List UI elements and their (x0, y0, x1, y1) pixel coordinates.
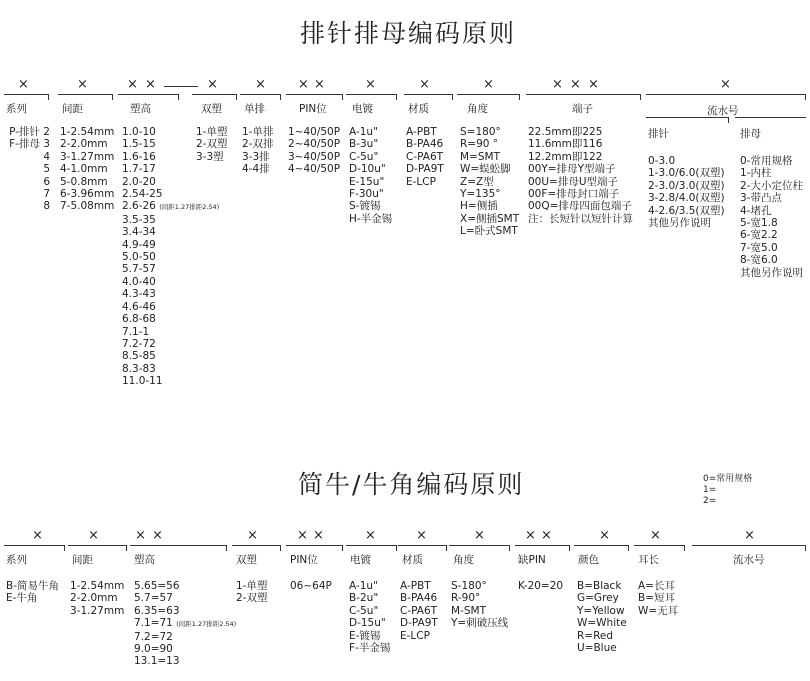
column-rule (280, 94, 281, 100)
list-item: B-PA46 (406, 138, 444, 151)
list-item: 6.35=63 (134, 604, 180, 617)
list-item: 2.0-20 (122, 175, 156, 188)
list-item: 6.8-68 (122, 313, 156, 326)
serial-pin-list (648, 155, 725, 229)
header-color: 颜色 (578, 554, 599, 566)
double-plastic-list (196, 126, 227, 163)
list-item: E-LCP (400, 629, 430, 642)
header-pin: PIN位 (290, 554, 318, 566)
side-note-line: 1= (703, 485, 717, 495)
column-rule (805, 545, 806, 551)
code-mark: × (314, 77, 325, 92)
code-mark: × (313, 528, 324, 543)
list-item: E-15u" (349, 175, 385, 188)
list-item: W=无耳 (638, 604, 679, 617)
column-rule (64, 545, 65, 551)
list-item (122, 200, 219, 213)
list-item: S-180° (451, 580, 487, 592)
list-item: 5-0.8mm (60, 175, 108, 188)
column-rule (192, 94, 236, 95)
list-item: 5.7=57 (134, 592, 173, 605)
code-mark: × (541, 528, 552, 543)
column-rule (118, 94, 178, 95)
column-rule (232, 545, 280, 546)
pitch-note: (间距1.27排距2.54) (159, 203, 220, 212)
list-item: 5-宽1.8 (740, 217, 778, 230)
column-rule (646, 94, 806, 95)
header-serial: 流水号 (707, 105, 739, 117)
list-item: 00F=排母封口端子 (528, 188, 620, 201)
code-mark: × (525, 528, 536, 543)
list-item: W=White (577, 617, 627, 630)
list-item: 7.2-72 (122, 337, 156, 350)
missing-pin-list (518, 580, 563, 592)
list-item: F-排母 3 (9, 138, 50, 151)
list-item: K-20=20 (518, 580, 564, 592)
list-item-value: 7.1=71 (134, 617, 173, 630)
column-rule (4, 94, 48, 95)
list-item: 0-常用规格 (740, 155, 793, 167)
code-mark: × (297, 528, 308, 543)
list-item: 6 (43, 175, 50, 188)
list-item: 7.2=72 (134, 630, 173, 643)
code-mark: × (365, 528, 376, 543)
list-item: 22.5mm即225 (528, 126, 603, 138)
list-item: 4-4排 (242, 163, 270, 176)
list-item: S=180° (460, 126, 501, 138)
code-mark: × (88, 528, 99, 543)
column-rule (684, 545, 685, 551)
code-mark: × (419, 77, 430, 92)
list-item: A-PBT (406, 126, 437, 138)
list-item: P-排针 2 (9, 126, 50, 138)
header-rows: 单排 (244, 103, 265, 115)
list-item: 1-2.54mm (60, 126, 115, 138)
code-mark: × (744, 528, 755, 543)
section2-title: 简牛/牛角编码原则 (298, 470, 525, 499)
list-item: 1-单塑 (196, 126, 228, 138)
ear-list (638, 580, 678, 617)
list-item: 5 (43, 163, 50, 176)
plating-list (349, 580, 390, 654)
list-item: 5.65=56 (134, 580, 180, 592)
list-item: 4.0-40 (122, 275, 156, 288)
side-note-line: 2= (703, 496, 717, 506)
list-item: U=Blue (577, 642, 617, 655)
angle-list (451, 580, 508, 630)
header-material: 材质 (408, 103, 429, 115)
list-item: E-牛角 (6, 592, 38, 605)
list-item: A=长耳 (638, 580, 675, 592)
list-item: D-15u" (349, 617, 386, 630)
pin-list (288, 126, 340, 176)
column-rule (692, 545, 806, 546)
header-angle: 角度 (467, 103, 488, 115)
list-item: X=侧插SMT (460, 212, 520, 225)
list-item: 0-3.0 (648, 155, 676, 167)
list-item: 7-5.08mm (60, 200, 115, 213)
list-item: 2-2.0mm (60, 138, 108, 151)
plastic-height-list (122, 126, 219, 388)
column-rule (628, 545, 629, 551)
plastic-height-list (134, 580, 236, 668)
list-item: 12.2mm即122 (528, 150, 603, 163)
column-rule (226, 545, 227, 551)
side-note-line: 0=常用规格 (703, 474, 753, 484)
code-dash (164, 86, 198, 87)
column-rule (68, 545, 126, 546)
list-item: 1-内柱 (740, 167, 772, 180)
code-mark: × (32, 528, 43, 543)
list-item: D-PA9T (406, 163, 444, 176)
code-mark: × (255, 77, 266, 92)
column-rule (342, 545, 343, 551)
code-mark: × (570, 77, 581, 92)
list-item: 2-双塑 (236, 592, 268, 605)
list-item: 13.1=13 (134, 655, 180, 668)
list-item: B=短耳 (638, 592, 676, 605)
list-item: 4.9-49 (122, 238, 156, 251)
list-item: C-5u" (349, 604, 379, 617)
header-plating: 电镀 (350, 554, 371, 566)
list-item: S-镀锡 (349, 200, 381, 213)
series-list (6, 580, 59, 605)
header-pitch: 间距 (62, 103, 83, 115)
list-item: 3-1.27mm (70, 604, 125, 617)
list-item: 3-3塑 (196, 150, 224, 163)
column-rule (515, 545, 569, 546)
list-item: 1-单塑 (236, 580, 268, 592)
list-item: 4-2.6/3.5(双塑) (648, 204, 725, 217)
list-item (134, 617, 236, 630)
list-item: B-2u" (349, 592, 379, 605)
column-rule (286, 94, 342, 95)
list-item: A-PBT (400, 580, 431, 592)
column-rule (574, 545, 628, 546)
column-rule (236, 94, 237, 100)
list-item: 3.4-34 (122, 226, 156, 239)
list-item: R=Red (577, 629, 614, 642)
list-item: M=SMT (460, 150, 500, 163)
color-list (577, 580, 627, 654)
list-item: Y=135° (460, 188, 501, 201)
column-rule (178, 94, 179, 100)
list-item: 2.54-25 (122, 188, 163, 201)
list-item: Z=Z型 (460, 175, 494, 188)
list-item: 2-双塑 (196, 138, 228, 151)
column-rule (805, 94, 806, 100)
list-item: 1-单排 (242, 126, 274, 138)
column-rule (126, 545, 127, 551)
list-item: 00Q=排母四面包端子 (528, 200, 632, 213)
code-mark: × (365, 77, 376, 92)
code-mark: × (720, 77, 731, 92)
header-plastic-height: 塑高 (130, 103, 151, 115)
code-mark: × (207, 77, 218, 92)
column-rule (396, 545, 397, 551)
code-mark: × (483, 77, 494, 92)
rows-list (242, 126, 273, 176)
column-rule (286, 545, 342, 546)
code-mark: × (152, 528, 163, 543)
list-item: 11.0-11 (122, 375, 163, 388)
list-item: 1.0-10 (122, 126, 156, 138)
list-item: 5.0-50 (122, 251, 156, 264)
list-item: 00Y=排母Y型端子 (528, 163, 616, 176)
code-mark: × (298, 77, 309, 92)
column-rule (240, 94, 280, 95)
list-item: 7 (43, 188, 50, 201)
column-rule (634, 545, 684, 546)
column-rule (404, 94, 452, 95)
list-item: G=Grey (577, 592, 619, 605)
code-mark: × (650, 528, 661, 543)
list-item: 2-2.0mm (70, 592, 118, 605)
code-mark: × (77, 77, 88, 92)
header-pin: PIN位 (299, 103, 327, 115)
list-item: 3-3排 (242, 150, 270, 163)
code-mark: × (247, 528, 258, 543)
terminal-list (528, 126, 633, 225)
list-item: D-10u" (349, 163, 386, 176)
code-mark: × (599, 528, 610, 543)
serial-female-list (740, 155, 803, 279)
header-plastic-height: 塑高 (134, 554, 155, 566)
list-item: 6-宽2.2 (740, 229, 778, 242)
list-item: 8 (43, 200, 50, 213)
list-item: 7-宽5.0 (740, 241, 778, 254)
header-series: 系列 (6, 554, 27, 566)
list-item: 4 (43, 150, 50, 163)
column-rule (640, 94, 641, 100)
list-item: 00U=排母U型端子 (528, 175, 619, 188)
material-list (406, 126, 444, 188)
list-item: 1-2.54mm (70, 580, 125, 592)
list-item: 7.1-1 (122, 325, 150, 338)
list-item: C-PA6T (400, 604, 438, 617)
column-rule (58, 94, 112, 95)
list-item: 注：长短针以短针计算 (528, 212, 633, 225)
header-serial-pin: 排针 (648, 128, 669, 140)
header-plating: 电镀 (352, 103, 373, 115)
list-item: 8.5-85 (122, 350, 156, 363)
header-series: 系列 (6, 103, 27, 115)
code-mark: × (588, 77, 599, 92)
list-item-value: 2.6-26 (122, 200, 156, 213)
list-item: H=侧插 (460, 200, 498, 213)
list-item: 3-1.27mm (60, 150, 115, 163)
header-terminal: 端子 (572, 103, 593, 115)
list-item: C-5u" (349, 150, 379, 163)
section1-title: 排针排母编码原则 (300, 19, 517, 48)
list-item: 3.5-35 (122, 213, 156, 226)
list-item: 2~40/50P (288, 138, 341, 151)
list-item: 2-双排 (242, 138, 274, 151)
column-rule (396, 94, 397, 100)
list-item: 6-3.96mm (60, 188, 115, 201)
column-rule (398, 545, 446, 546)
list-item: B-3u" (349, 138, 379, 151)
list-item: 1~40/50P (288, 126, 341, 138)
code-mark: × (127, 77, 138, 92)
list-item: 8.3-83 (122, 362, 156, 375)
list-item: B=Black (577, 580, 622, 592)
header-serial: 流水号 (733, 554, 765, 566)
header-ear: 耳长 (638, 554, 659, 566)
column-rule (569, 545, 570, 551)
column-rule (112, 94, 113, 100)
code-mark: × (552, 77, 563, 92)
column-rule (342, 94, 343, 100)
list-item: B-简易牛角 (6, 580, 59, 592)
column-rule (446, 545, 447, 551)
list-item: 其他另作说明 (740, 266, 803, 279)
pitch-note: (间距1.27排距2.54) (176, 620, 237, 629)
list-item: F-30u" (349, 188, 384, 201)
column-rule (130, 545, 226, 546)
header-angle: 角度 (453, 554, 474, 566)
header-serial-female: 排母 (740, 128, 761, 140)
list-item: 06~64P (290, 580, 332, 592)
angle-list (460, 126, 519, 238)
list-item: 9.0=90 (134, 643, 173, 656)
column-rule (449, 545, 509, 546)
list-item: E-LCP (406, 175, 436, 188)
side-note (703, 474, 752, 507)
list-item: Y=刺破压线 (451, 617, 509, 630)
pin-list (290, 580, 332, 592)
list-item: 1.7-17 (122, 163, 156, 176)
list-item: 3-2.8/4.0(双塑) (648, 192, 725, 205)
list-item: 4-1.0mm (60, 163, 108, 176)
list-item: W=蜈蚣脚 (460, 163, 511, 176)
column-rule (735, 117, 806, 118)
column-rule (48, 94, 49, 100)
code-mark: × (145, 77, 156, 92)
list-item: 1.5-15 (122, 138, 156, 151)
list-item: E-镀锡 (349, 629, 381, 642)
header-missing-pin: 缺PIN (518, 554, 546, 566)
double-plastic-list (236, 580, 267, 605)
list-item: 其他另作说明 (648, 217, 711, 230)
list-item: B-PA46 (400, 592, 438, 605)
code-mark: × (416, 528, 427, 543)
list-item: Y=Yellow (577, 604, 625, 617)
list-item: 4-堵孔 (740, 204, 772, 217)
column-rule (457, 94, 519, 95)
list-item: A-1u" (349, 580, 378, 592)
header-pitch: 间距 (72, 554, 93, 566)
list-item: C-PA6T (406, 150, 444, 163)
list-item: L=卧式SMT (460, 225, 518, 238)
list-item: 1-3.0/6.0(双塑) (648, 167, 725, 180)
list-item: 4.6-46 (122, 300, 156, 313)
list-item: F-半金锡 (349, 642, 391, 655)
list-item: 2-大小定位柱 (740, 179, 803, 192)
column-rule (280, 545, 281, 551)
list-item: 1.6-16 (122, 150, 156, 163)
column-rule (526, 94, 640, 95)
header-material: 材质 (402, 554, 423, 566)
header-double-plastic: 双塑 (236, 554, 257, 566)
column-rule (346, 545, 396, 546)
list-item: D-PA9T (400, 617, 438, 630)
pitch-list (60, 126, 114, 213)
material-list (400, 580, 438, 642)
list-item: M-SMT (451, 604, 486, 617)
list-item: 5.7-57 (122, 263, 156, 276)
list-item: R-90° (451, 592, 481, 605)
list-item: A-1u" (349, 126, 378, 138)
list-item: R=90 ° (460, 138, 499, 151)
plating-list (349, 126, 392, 225)
column-rule (452, 94, 453, 100)
header-double-plastic: 双塑 (201, 103, 222, 115)
list-item: 8-宽6.0 (740, 254, 778, 267)
list-item: 2-3.0/3.0(双塑) (648, 179, 725, 192)
list-item: 3~40/50P (288, 150, 341, 163)
list-item: 3-带凸点 (740, 192, 782, 205)
column-rule (509, 545, 510, 551)
list-item: 4.3-43 (122, 288, 156, 301)
code-mark: × (18, 77, 29, 92)
list-item: 4~40/50P (288, 163, 341, 176)
series-list (4, 126, 50, 213)
code-mark: × (474, 528, 485, 543)
column-rule (519, 94, 520, 100)
list-item: 11.6mm即116 (528, 138, 603, 151)
pitch-list (70, 580, 124, 617)
code-mark: × (135, 528, 146, 543)
list-item: H-半金锡 (349, 212, 393, 225)
column-rule (346, 94, 396, 95)
column-rule (4, 545, 64, 546)
